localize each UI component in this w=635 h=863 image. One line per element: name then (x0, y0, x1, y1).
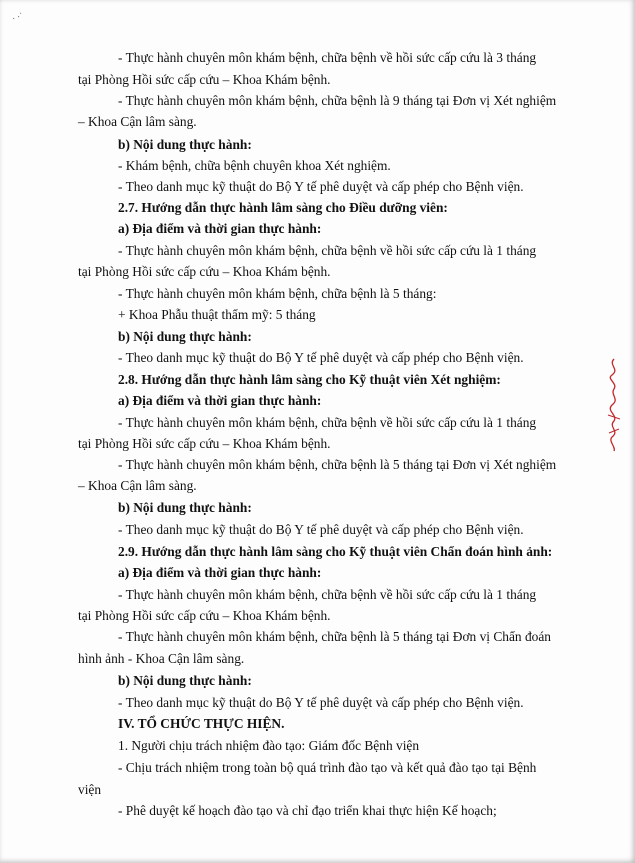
paragraph-line: - Thực hành chuyên môn khám bệnh, chữa bệnh về hồi sức cấp cứu là 3 tháng (118, 50, 537, 65)
subheading: b) Nội dung thực hành: (118, 329, 252, 344)
paragraph-line: + Khoa Phẫu thuật thẩm mỹ: 5 tháng (118, 307, 316, 322)
paragraph-line: – Khoa Cận lâm sàng. (78, 478, 197, 493)
subheading: b) Nội dung thực hành: (118, 500, 252, 515)
subheading: a) Địa điểm và thời gian thực hành: (118, 565, 322, 580)
chapter-heading: IV. TỔ CHỨC THỰC HIỆN. (118, 716, 285, 731)
paragraph-line: – Khoa Cận lâm sàng. (78, 114, 197, 129)
paragraph-line: - Thực hành chuyên môn khám bệnh, chữa bệnh về hồi sức cấp cứu là 1 tháng (118, 243, 537, 258)
paragraph-line: - Thực hành chuyên môn khám bệnh, chữa bệnh là 5 tháng tại Đơn vị Xét nghiệm (118, 457, 557, 472)
paragraph-line: - Thực hành chuyên môn khám bệnh, chữa bệnh là 9 tháng tại Đơn vị Xét nghiệm (118, 93, 557, 108)
subheading: b) Nội dung thực hành: (118, 673, 252, 688)
paragraph-line: 1. Người chịu trách nhiệm đào tạo: Giám đốc Bệnh viện (118, 738, 420, 753)
paragraph-line: viện (78, 782, 102, 797)
paragraph-line: - Thực hành chuyên môn khám bệnh, chữa bệnh về hồi sức cấp cứu là 1 tháng (118, 587, 537, 602)
paragraph-line: - Theo danh mục kỹ thuật do Bộ Y tế phê duyệt và cấp phép cho Bệnh viện. (118, 522, 524, 537)
paragraph-line: - Chịu trách nhiệm trong toàn bộ quá trình đào tạo và kết quả đào tạo tại Bệnh (118, 760, 537, 775)
paragraph-line: - Theo danh mục kỹ thuật do Bộ Y tế phê duyệt và cấp phép cho Bệnh viện. (118, 695, 524, 710)
paragraph-line: - Thực hành chuyên môn khám bệnh, chữa bệnh về hồi sức cấp cứu là 1 tháng (118, 415, 537, 430)
margin-signature-icon (602, 355, 626, 455)
paragraph-line: tại Phòng Hồi sức cấp cứu – Khoa Khám bệnh. (78, 436, 331, 451)
paragraph-line: - Thực hành chuyên môn khám bệnh, chữa bệnh là 5 tháng: (118, 286, 437, 301)
paragraph-line: tại Phòng Hồi sức cấp cứu – Khoa Khám bệnh. (78, 264, 331, 279)
section-heading: 2.9. Hướng dẫn thực hành lâm sàng cho Kỹ thuật viên Chẩn đoán hình ảnh: (118, 544, 553, 559)
paragraph-line: tại Phòng Hồi sức cấp cứu – Khoa Khám bệnh. (78, 72, 331, 87)
scan-mark-icon: · ·˙ (10, 10, 25, 24)
subheading: b) Nội dung thực hành: (118, 137, 252, 152)
paragraph-line: - Theo danh mục kỹ thuật do Bộ Y tế phê duyệt và cấp phép cho Bệnh viện. (118, 350, 524, 365)
section-heading: 2.8. Hướng dẫn thực hành lâm sàng cho Kỹ thuật viên Xét nghiệm: (118, 372, 501, 387)
paragraph-line: hình ảnh - Khoa Cận lâm sàng. (78, 651, 245, 666)
paragraph-line: - Khám bệnh, chữa bệnh chuyên khoa Xét nghiệm. (118, 158, 391, 173)
section-heading: 2.7. Hướng dẫn thực hành lâm sàng cho Điều dưỡng viên: (118, 200, 448, 215)
paragraph-line: tại Phòng Hồi sức cấp cứu – Khoa Khám bệnh. (78, 608, 331, 623)
paragraph-line: - Theo danh mục kỹ thuật do Bộ Y tế phê duyệt và cấp phép cho Bệnh viện. (118, 179, 524, 194)
subheading: a) Địa điểm và thời gian thực hành: (118, 393, 322, 408)
subheading: a) Địa điểm và thời gian thực hành: (118, 221, 322, 236)
paragraph-line: - Phê duyệt kế hoạch đào tạo và chỉ đạo triển khai thực hiện Kế hoạch; (118, 803, 497, 818)
paragraph-line: - Thực hành chuyên môn khám bệnh, chữa bệnh là 5 tháng tại Đơn vị Chẩn đoán (118, 629, 552, 644)
